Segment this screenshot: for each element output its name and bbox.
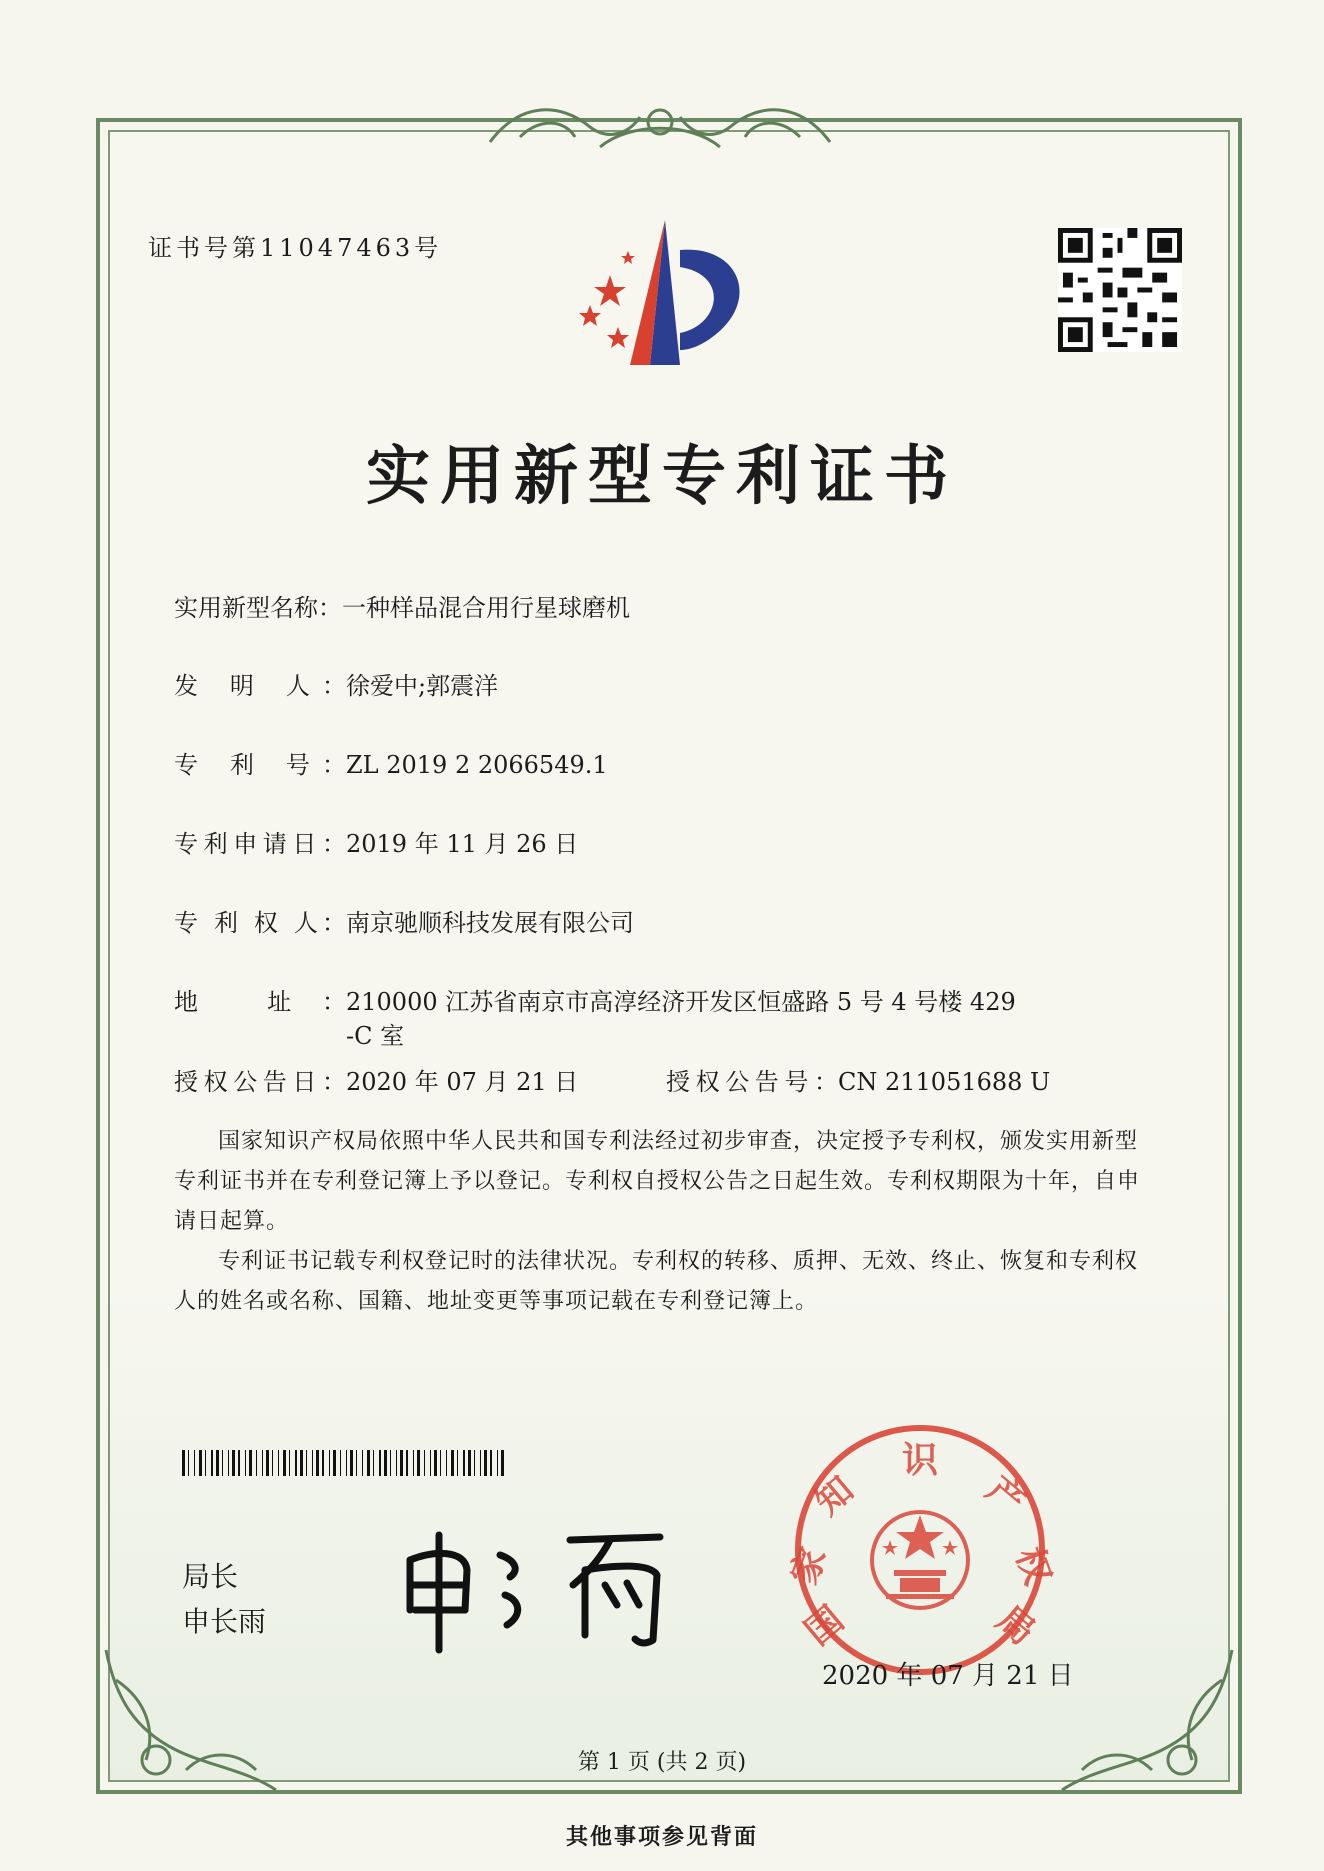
- paragraph-legal-status: 专利证书记载专利权登记时的法律状况。专利权的转移、质押、无效、终止、恢复和专利权人的姓名或名称、国籍、地址变更等事项记载在专利登记簿上。: [174, 1249, 1139, 1314]
- certificate-number: 证书号第11047463号: [148, 234, 443, 262]
- bottom-right-ornament: [1052, 1640, 1242, 1800]
- director-title: 局长: [182, 1560, 239, 1593]
- footer-note: 其他事项参见背面: [565, 1824, 758, 1850]
- barcode: [182, 1450, 512, 1476]
- grant-date-label: 授权公告日：: [174, 1068, 346, 1096]
- page-number: 第 1 页 (共 2 页): [577, 1750, 747, 1775]
- filing-date-value: 2019 年 11 月 26 日: [346, 830, 579, 858]
- patent-number-value: ZL 2019 2 2066549.1: [346, 751, 608, 779]
- utility-name-label: 实用新型名称：: [174, 594, 342, 622]
- patentee-label: 专 利 权 人：: [174, 909, 346, 937]
- svg-text:家: 家: [783, 1542, 835, 1590]
- address-value-line1: 210000 江苏省南京市高淳经济开发区恒盛路 5 号 4 号楼 429: [346, 988, 1016, 1016]
- seal-date: 2020 年 07 月 21 日: [822, 1661, 1074, 1691]
- inventor-value: 徐爱中;郭震洋: [346, 672, 499, 700]
- field-utility-name: [174, 588, 630, 623]
- address-value-line2: -C 室: [346, 1022, 405, 1050]
- grant-number-value: CN 211051688 U: [838, 1068, 1051, 1096]
- utility-name-value: 一种样品混合用行星球磨机: [342, 594, 630, 622]
- svg-text:国: 国: [797, 1598, 852, 1654]
- top-ornament: [480, 92, 840, 162]
- director-name: 申长雨: [182, 1605, 267, 1638]
- grant-date-value: 2020 年 07 月 21 日: [346, 1068, 579, 1096]
- address-label: 地 址：: [174, 988, 346, 1016]
- official-seal: [783, 1420, 1059, 1680]
- svg-text:权: 权: [1007, 1542, 1059, 1590]
- bottom-left-ornament: [96, 1640, 286, 1800]
- svg-text:知: 知: [807, 1468, 862, 1524]
- field-grant-date: [174, 1062, 578, 1097]
- field-filing-date: [174, 824, 578, 859]
- grant-number-label: 授权公告号：: [666, 1068, 838, 1096]
- director-signature: [395, 1515, 685, 1655]
- qr-code: [1058, 228, 1182, 352]
- field-inventor: [174, 666, 498, 701]
- document-title: 实用新型专利证书: [366, 440, 958, 514]
- inventor-label: 发 明 人：: [174, 672, 346, 700]
- field-grant-number: [666, 1062, 1050, 1097]
- field-patent-number: [174, 745, 608, 780]
- svg-text:识: 识: [901, 1440, 939, 1481]
- patentee-value: 南京驰顺科技发展有限公司: [346, 909, 634, 937]
- patent-number-label: 专 利 号：: [174, 751, 346, 779]
- patent-office-logo: [570, 215, 770, 375]
- svg-text:局: 局: [988, 1598, 1043, 1654]
- svg-text:产: 产: [978, 1468, 1033, 1524]
- field-patentee: [174, 903, 634, 938]
- field-address: [174, 982, 1016, 1017]
- filing-date-label: 专利申请日：: [174, 830, 346, 858]
- paragraph-grant-statement: 国家知识产权局依照中华人民共和国专利法经过初步审查，决定授予专利权，颁发实用新型专利证书并在专利登记簿上予以登记。专利权自授权公告之日起生效。专利权期限为十年，自申请日起算。: [174, 1129, 1141, 1234]
